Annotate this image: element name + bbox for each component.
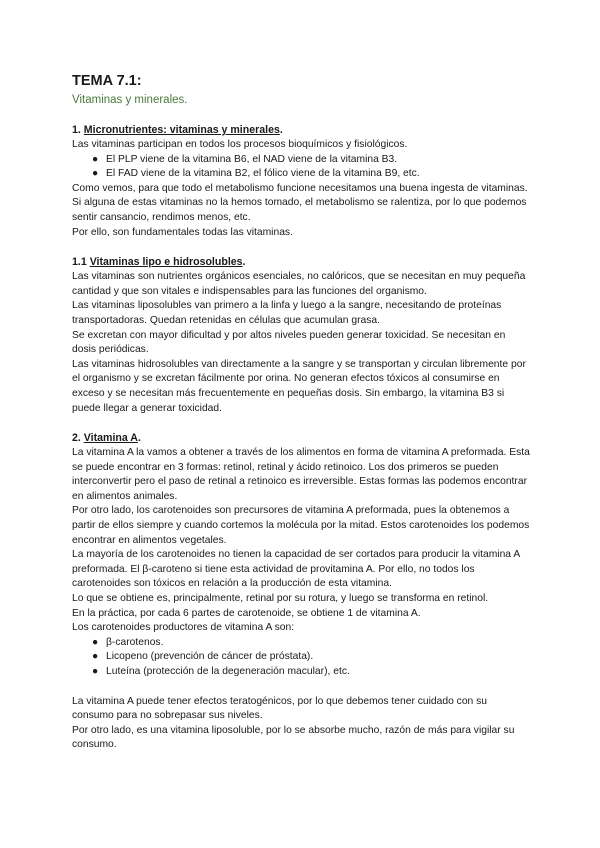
paragraph: Por otro lado, es una vitamina liposoluble, por lo se absorbe mucho, razón de más para vigilar su consumo. (72, 724, 515, 751)
section-1-heading: 1. Micronutrientes: vitaminas y minerales. (72, 124, 283, 136)
paragraph: Lo que se obtiene es, principalmente, retinal por su rotura, y luego se transforma en retinol. (72, 593, 489, 605)
paragraph: Como vemos, para que todo el metabolismo funcione necesitamos una buena ingesta de vitaminas. (72, 182, 528, 194)
paragraph: La mayoría de los carotenoides no tienen la capacidad de ser cortados para producir la vitamina A preformada. El β-caroteno si tiene esta actividad de provitamina A. Por ello, no todos los carotenoides son tóxicos en relación a la producción de esta vitamina. (72, 549, 520, 590)
document-content (72, 72, 530, 753)
paragraph: En la práctica, por cada 6 partes de carotenoide, se obtiene 1 de vitamina A. (72, 607, 421, 619)
section-1-intro: Las vitaminas participan en todos los procesos bioquímicos y fisiológicos. (72, 139, 408, 150)
paragraph: Por ello, son fundamentales todas las vitaminas. (72, 226, 293, 238)
paragraph: Las vitaminas son nutrientes orgánicos esenciales, no calóricos, que se necesitan en muy pequeña cantidad y que son vitales e indispensables para las funciones del organismo. (72, 271, 526, 297)
paragraph: Si alguna de estas vitaminas no la hemos tomado, el metabolismo se ralentiza, por lo que podemos sentir cansancio, rendimos menos, etc. (72, 197, 527, 223)
paragraph: Por otro lado, los carotenoides son precursores de vitamina A preformada, pues la obtenemos a partir de ellos siempre y cuando cortemos la molécula por la mitad. Estos carotenoides los podemos encontrar en alimentos vegetales. (72, 505, 530, 546)
paragraph: Las vitaminas liposolubles van primero a la linfa y luego a la sangre, necesitando de proteínas transportadoras. Quedan retenidas en células que acumulan grasa. (72, 300, 502, 326)
list-item: ● Luteína (protección de la degeneración macular), etc. (92, 666, 350, 677)
list-item: ● Licopeno (prevención de cáncer de próstata). (92, 651, 314, 663)
list-item: ● El PLP viene de la vitamina B6, el NAD viene de la vitamina B3. (92, 153, 398, 165)
paragraph: Los carotenoides productores de vitamina A son: (72, 622, 295, 634)
list-item: ● β-carotenos. (92, 636, 164, 648)
paragraph: Las vitaminas hidrosolubles van directamente a la sangre y se transportan y circulan libremente por el organismo y se excretan fácilmente por orina. No generan efectos tóxicos al consumirse en exceso y se necesitan más frecuentemente en pequeñas dosis. Sin embargo, la vitamina B3 si puede llegar a generar toxicidad. (72, 358, 526, 414)
section-2-heading: 2. Vitamina A. (72, 432, 141, 445)
paragraph: La vitamina A la vamos a obtener a través de los alimentos en forma de vitamina A preformada. Esta se puede encontrar en 3 formas: retinol, retinal y ácido retinoico. Los dos primeros se pueden interconvertir pero el paso de retinal a retinoico es irreversible. Estas formas las podemos encontrar en alimentos animales. (72, 447, 530, 502)
section-1-1-heading: 1.1 Vitaminas lipo e hidrosolubles. (72, 256, 246, 269)
paragraph: Se excretan con mayor dificultad y por altos niveles pueden generar toxicidad. Se necesitan en dosis periódicas. (72, 329, 506, 356)
list-item: ● El FAD viene de la vitamina B2, el fólico viene de la vitamina B9, etc. (92, 168, 420, 180)
paragraph: La vitamina A puede tener efectos teratogénicos, por lo que debemos tener cuidado con su consumo para no sobrepasar sus niveles. (72, 695, 488, 722)
page-title: TEMA 7.1: (72, 73, 142, 89)
page-subtitle: Vitaminas y minerales. (72, 94, 188, 106)
section-1-bullet-list (72, 153, 530, 182)
section-2-bullet-list (72, 636, 530, 680)
